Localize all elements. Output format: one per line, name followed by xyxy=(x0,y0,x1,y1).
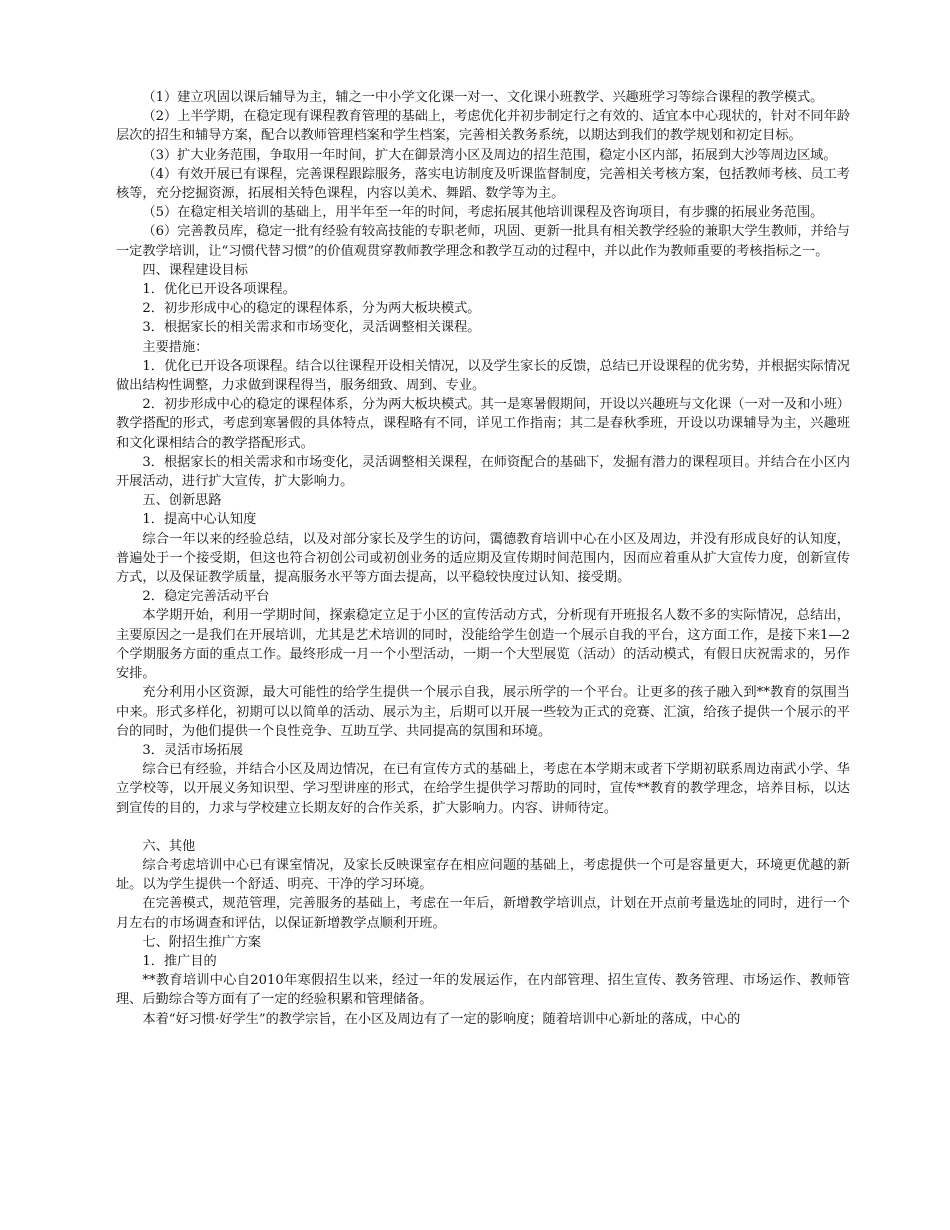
blank-line xyxy=(116,818,850,837)
paragraph-6: （6）完善教员库，稳定一批有经验有较高技能的专职老师，巩固、更新一批具有相关教学经验的兼职大学生教师，并给与一定教学培训，让“习惯代替习惯”的价值观贯穿教师教学理念和教学互动的过程中，并以此作为教师重要的考核指标之一。 xyxy=(116,224,850,259)
measure-item-1: 1．优化已开设各项课程。结合以往课程开设相关情况，以及学生家长的反馈，总结已开设课程的优劣势，并根据实际情况做出结构性调整，力求做到课程得当，服务细致、周到、专业。 xyxy=(116,358,850,394)
subheading-purpose: 1．推广目的 xyxy=(142,953,217,969)
goal-item-1: 1．优化已开设各项课程。 xyxy=(142,282,296,298)
section-heading-other: 六、其他 xyxy=(142,838,196,854)
subheading-awareness: 1．提高中心认知度 xyxy=(142,512,257,528)
paragraph-other-2: 在完善模式，规范管理，完善服务的基础上，考虑在一年后，新增教学培训点，计划在开点前考量选址的同时，进行一个月左右的市场调查和评估，以保证新增教学点顺利开班。 xyxy=(116,896,850,931)
measure-item-2: 2．初步形成中心的稳定的课程体系，分为两大板块模式。其一是寒暑假期间，开设以兴趣班与文化课（一对一及和小班）教学搭配的形式，考虑到寒暑假的具体特点，课程略有不同，详见工作指南；其二是春秋季班，开设以功课辅导为主，兴趣班和文化课相结合的教学搭配形式。 xyxy=(116,397,850,451)
paragraph-1: （1）建立巩固以课后辅导为主，辅之一中小学文化课一对一、文化课小班教学、兴趣班学习等综合课程的教学模式。 xyxy=(142,90,824,105)
paragraph-other-1: 综合考虑培训中心已有课室情况，及家长反映课室存在相应问题的基础上，考虑提供一个可是容量更大，环境更优越的新址。以为学生提供一个舒适、明亮、干净的学习环境。 xyxy=(116,857,850,893)
paragraph-purpose-2: 本着“好习惯·好学生”的教学宗旨，在小区及周边有了一定的影响度；随着培训中心新址的落成，中心的 xyxy=(142,1011,741,1027)
goal-item-2: 2．初步形成中心的稳定的课程体系，分为两大板块模式。 xyxy=(142,301,481,317)
paragraph-purpose-1: **教育培训中心自2010年寒假招生以来，经过一年的发展运作，在内部管理、招生宣传、教务管理、市场运作、教师管理、后勤综合等方面有了一定的经验积累和管理储备。 xyxy=(116,973,850,1008)
goal-item-3: 3．根据家长的相关需求和市场变化，灵活调整相关课程。 xyxy=(142,320,481,336)
section-heading-innovation: 五、创新思路 xyxy=(142,493,222,509)
paragraph-3: （3）扩大业务范围，争取用一年时间，扩大在御景湾小区及周边的招生范围，稳定小区内部，拓展到大沙等周边区域。 xyxy=(142,147,837,163)
paragraph-2: （2）上半学期，在稳定现有课程教育管理的基础上，考虑优化并初步制定行之有效的、适宜本中心现状的，针对不同年龄层次的招生和辅导方案，配合以教师管理档案和学生档案，完善相关教务系统，以期达到我们的教学规划和初定目标。 xyxy=(116,109,850,144)
measure-item-3: 3．根据家长的相关需求和市场变化，灵活调整相关课程，在师资配合的基础下，发掘有潜力的课程项目。并结合在小区内开展活动，进行扩大宣传，扩大影响力。 xyxy=(116,454,850,490)
subheading-activity-platform: 2．稳定完善活动平台 xyxy=(142,589,270,605)
section-heading-recruitment: 七、附招生推广方案 xyxy=(142,934,262,950)
paragraph-activity-platform-2: 充分利用小区资源，最大可能性的给学生提供一个展示自我，展示所学的一个平台。让更多的孩子融入到**教育的氛围当中来。形式多样化，初期可以以简单的活动、展示为主，后期可以开展一些较为正式的竞赛、汇演，给孩子提供一个展示的平台的同时，为他们提供一个良性竞争、互助互学、共同提高的氛围和环境。 xyxy=(116,685,850,739)
measures-heading: 主要措施： xyxy=(142,339,209,355)
subheading-market-expansion: 3．灵活市场拓展 xyxy=(142,742,244,758)
paragraph-4: （4）有效开展已有课程，完善课程跟踪服务，落实电访制度及听课监督制度，完善相关考核方案，包括教师考核、员工考核等，充分挖掘资源，拓展相关特色课程，内容以美术、舞蹈、数学等为主。 xyxy=(116,166,850,202)
paragraph-5: （5）在稳定相关培训的基础上，用半年至一年的时间，考虑拓展其他培训课程及咨询项目，有步骤的拓展业务范围。 xyxy=(142,205,824,221)
paragraph-activity-platform-1: 本学期开始，利用一学期时间，探索稳定立足于小区的宣传活动方式，分析现有开班报名人数不多的实际情况，总结出，主要原因之一是我们在开展培训，尤其是艺术培训的同时，没能给学生创造一个展示自我的平台，这方面工作，是接下来1—2个学期服务方面的重点工作。最终形成一月一个小型活动，一期一个大型展览（活动）的活动模式，有假日庆祝需求的，另作安排。 xyxy=(116,608,850,682)
paragraph-awareness: 综合一年以来的经验总结，以及对部分家长及学生的访问，霭德教育培训中心在小区及周边，并没有形成良好的认知度，普遍处于一个接受期，但这也符合初创公司或初创业务的适应期及宣传期时间范围内，因而应着重从扩大宣传力度，创新宣传方式，以及保证教学质量，提高服务水平等方面去提高，以平稳较快度过认知、接受期。 xyxy=(116,531,850,586)
paragraph-market-expansion: 综合已有经验，并结合小区及周边情况，在已有宣传方式的基础上，考虑在本学期末或者下学期初联系周边南武小学、华立学校等，以开展义务知识型、学习型讲座的形式，在给学生提供学习帮助的同时，宣传**教育的教学理念，培养目标，以达到宣传的目的，力求与学校建立长期友好的合作关系，扩大影响力。内容、讲师待定。 xyxy=(116,762,850,816)
section-heading-course-goals: 四、课程建设目标 xyxy=(142,262,248,278)
